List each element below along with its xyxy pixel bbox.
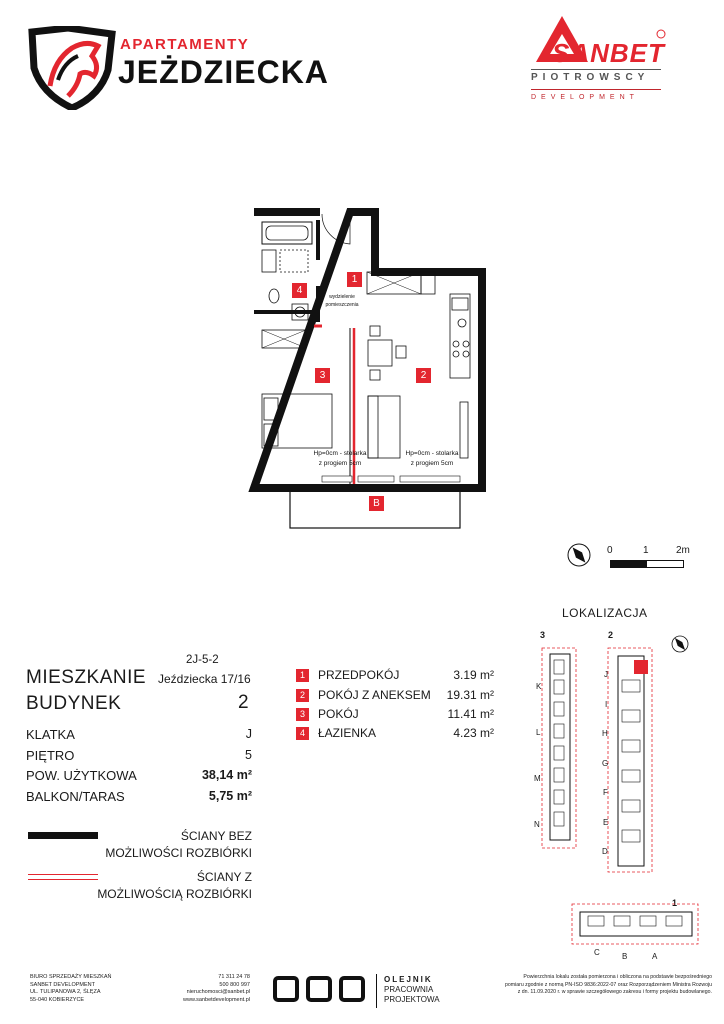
b1-letter-c: C (594, 948, 600, 957)
footer-web[interactable]: www.sanbetdevelopment.pl (183, 996, 250, 1003)
door-note-left-1: Hp=0cm - stolarka (313, 450, 367, 457)
b2-letter-f: F (603, 788, 608, 797)
room-list-num-2: 2 (296, 689, 309, 702)
room-list-area-3: 11.41 m² (447, 707, 494, 721)
door-note-right-1: Hp=0cm - stolarka (405, 450, 459, 457)
footer-office (30, 974, 130, 1004)
footer-divider (376, 974, 377, 1008)
room-list-num-1: 1 (296, 669, 309, 682)
room-2-tag: 2 (416, 368, 431, 383)
apartment-code: 2J-5-2 (186, 654, 219, 666)
footer-email[interactable]: nieruchomosci@sanbet.pl (186, 989, 250, 995)
room-3-tag: 3 (315, 368, 330, 383)
room-list-num-3: 3 (296, 708, 309, 721)
legend-solid-text-2: MOŻLIWOŚCI ROZBIÓRKI (105, 846, 252, 860)
b2-letter-d: D (602, 847, 608, 856)
pietro-value: 5 (245, 748, 252, 762)
footer-office-line-3: UL. TULIPANOWA 2, ŚLĘZA (30, 989, 101, 995)
olejnik-line-1: OLEJNIK (384, 975, 433, 984)
room-list-area-4: 4.23 m² (453, 726, 494, 740)
mieszkanie-label: MIESZKANIE (26, 667, 147, 688)
footer-note-line-3: z dn. 11.09.2020 r. w sprawie szczegółowego zakresu i formy projektu budowlanego. (517, 989, 712, 995)
pietro-label: PIĘTRO (26, 748, 75, 763)
opp-text (274, 1008, 276, 1009)
building-1-label: 1 (672, 898, 678, 908)
scale-tick-2: 2m (676, 545, 690, 556)
b2-letter-i: I (605, 700, 608, 709)
brand-title: JEŻDZIECKA (118, 54, 329, 90)
room-list-name-2: POKÓJ Z ANEKSEM (318, 688, 431, 702)
klatka-value: J (245, 727, 252, 741)
footer-note-line-2: pomiaru zgodnie z normą PN-ISO 9836:2022-07 oraz Rozporządzeniem Ministra Rozwoju (504, 981, 712, 988)
door-note-right-2: z progiem 5cm (410, 460, 454, 467)
footer-office-line-1: BIURO SPRZEDAŻY MIESZKAŃ (30, 974, 112, 980)
location-title: LOKALIZACJA (562, 606, 648, 620)
footer-office-line-2: SANBET DEVELOPMENT (30, 981, 95, 988)
footer-phone-2: 500 800 997 (219, 981, 250, 988)
budynek-label: BUDYNEK (26, 693, 122, 714)
klatka-label: KLATKA (26, 727, 75, 742)
developer-divider-2 (531, 89, 661, 90)
legend-solid-wall (28, 832, 98, 839)
b2-letter-e: E (603, 818, 609, 827)
apartment-address: Jeździecka 17/16 (158, 672, 251, 686)
room-list-num-4: 4 (296, 727, 309, 740)
room-1-tag: 1 (347, 272, 362, 287)
olejnik-logo (384, 975, 440, 1005)
scale-bar (610, 560, 684, 568)
footer-note (450, 974, 712, 997)
b1-letter-b: B (622, 952, 628, 961)
room-list-name-1: PRZEDPOKÓJ (318, 668, 400, 682)
legend-solid-text-1: ŚCIANY BEZ (180, 829, 252, 843)
b3-letter-m: M (534, 774, 541, 783)
legend-red-text-2: MOŻLIWOŚCIĄ ROZBIÓRKI (97, 887, 252, 901)
b3-letter-k: K (536, 682, 542, 691)
footer-note-line-1: Powierzchnia lokalu została pomierzona i obliczona na podstawie bezpośredniego (523, 974, 712, 980)
footer-phone-1: 71 311 24 78 (218, 974, 250, 980)
room-list-name-3: POKÓJ (318, 707, 359, 721)
budynek-value: 2 (238, 692, 249, 713)
b2-letter-h: H (602, 729, 608, 738)
developer-subtitle: PIOTROWSCY (531, 72, 650, 83)
footer-office-line-4: 55-040 KOBIERZYCE (30, 996, 85, 1003)
developer-divider (531, 69, 661, 70)
b3-letter-l: L (536, 728, 541, 737)
footer-contact (150, 974, 250, 1004)
balkon-value: 5,75 m² (208, 789, 252, 803)
compass-icon (566, 542, 592, 568)
building-3-label: 3 (540, 630, 546, 640)
balkon-label: BALKON/TARAS (26, 789, 125, 804)
room-list-area-1: 3.19 m² (453, 668, 494, 682)
scale-tick-0: 0 (607, 545, 613, 556)
b1-letter-a: A (652, 952, 658, 961)
room-4-tag: 4 (292, 283, 307, 298)
legend-red-wall (28, 874, 98, 880)
b2-letter-g: G (602, 759, 609, 768)
pow-value: 38,14 m² (201, 768, 252, 782)
horse-logo-icon (28, 26, 118, 110)
pow-label: POW. UŻYTKOWA (26, 768, 137, 783)
developer-name: SANBET (552, 38, 665, 68)
olejnik-line-3: PROJEKTOWA (384, 995, 440, 1004)
b3-letter-n: N (534, 820, 540, 829)
room-list-area-2: 19.31 m² (446, 688, 494, 702)
opp-logo-icon (272, 975, 368, 1005)
scale-tick-1: 1 (643, 545, 649, 556)
developer-tagline: DEVELOPMENT (531, 94, 639, 101)
vent-note: wydzielenie pomieszczenia (325, 294, 359, 308)
balcony-tag: B (369, 496, 384, 511)
door-note-left-2: z progiem 5cm (318, 460, 362, 467)
floor-plan (240, 200, 490, 540)
brand-subtitle: APARTAMENTY (120, 36, 250, 53)
olejnik-line-2: PRACOWNIA (384, 985, 434, 994)
b2-letter-j: J (604, 670, 608, 679)
location-map (528, 640, 708, 960)
room-list-name-4: ŁAZIENKA (318, 726, 377, 740)
building-2-label: 2 (608, 630, 614, 640)
legend-red-text-1: ŚCIANY Z (196, 870, 252, 884)
